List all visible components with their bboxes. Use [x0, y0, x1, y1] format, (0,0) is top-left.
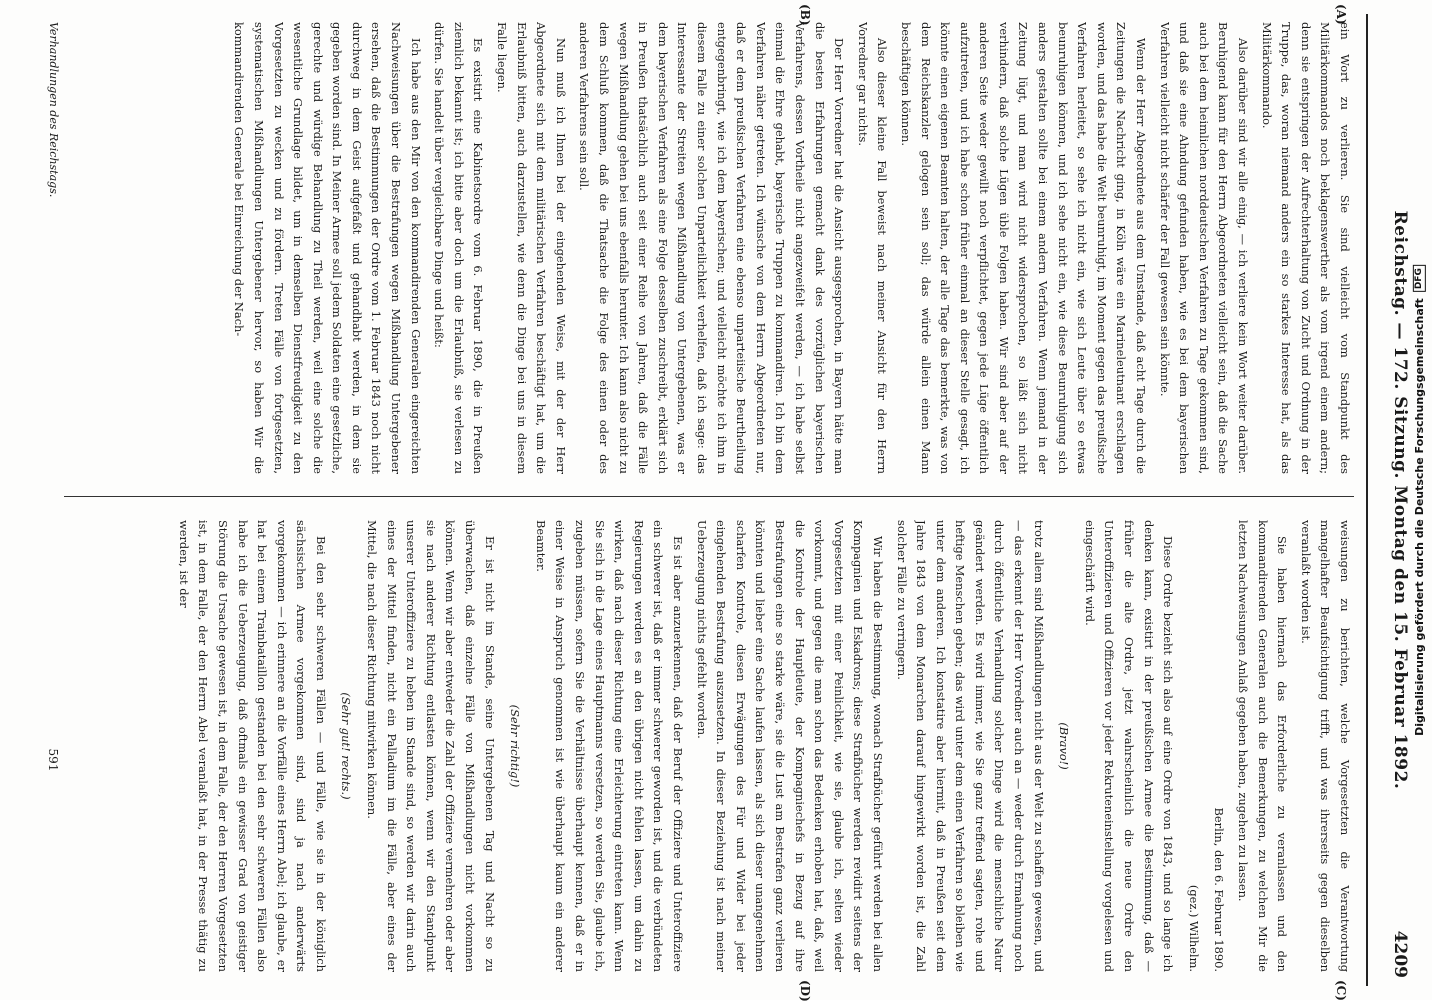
- margin-marker-d: (D): [798, 980, 812, 1002]
- paragraph: Wir haben die Bestimmung, wonach Strafbücher geführt werden bei allen Kompagnien und Eskadrons; diese Strafbücher werden revidirt seitens der Vorgesetzten mit einer Peinlichkeit, wie sie, glaube ich, selten wieder vorkommt, und gegen die man schon das Bedenken erhoben hat, daß, weil die Kontrole der Hauptleute, der Kompagniechefs in Bezug auf ihre Bestrafungen eine so starke wäre, sie die Lust am Bestrafen ganz verlieren könnten und lieber eine Sache laufen lassen, als sich dieser unangenehmen scharfen Kontrole, diesen Erwägungen des Für und Wider bei jeder eingehenden Bestrafung auszusetzen. In dieser Beziehung ist nach meiner Ueberzeugung nichts gefehlt worden.: [694, 520, 885, 972]
- paragraph: Diese Ordre bezieht sich also auf eine Ordre von 1843, und so lange ich denken kann, existirt in der preußischen Armee die Bestimmung, daß — früher die alte Ordre, jetzt wahrscheinlich die neue Ordre den Unteroffizieren und Offizieren vor jeder Rekruteneinstellung vorgelesen und eingeschärft wird.: [1082, 520, 1176, 972]
- paragraph: Er ist nicht im Stande, seine Untergebenen Tag und Nacht so zu überwachen, daß einzelne Fälle von Mißhandlungen nicht vorkommen können. Wenn wir aber entweder die Zahl der Offiziere vermehren oder aber sie nach anderer Richtung entlasten können, wenn wir den Standpunkt unserer Unteroffiziere zu heben im Stande sind, so werden wir darin auch eines der Mittel finden, nicht ein Palladium im die Fälle, aber eines der Mittel, die nach dieser Richtung mitwirken können.: [365, 520, 497, 972]
- ordre-date: Berlin, den 6. Februar 1890.: [1212, 807, 1227, 972]
- column-divider: [64, 496, 1354, 497]
- footer-page-number: 591: [46, 748, 60, 772]
- interjection: (Bravo!): [1057, 722, 1072, 770]
- paragraph: Also dieser kleine Fall beweist nach meiner Ansicht für den Herrn Vorredner gar nichts.: [855, 22, 890, 474]
- paragraph: Also darüber sind wir alle einig, — ich verliere kein Wort weiter darüber. Beruhigend kann für den Herrn Abgeordneten vielleicht sein, daß die Sache auch bei dem heimlichen norddeutschen Verfahren zu Tage gekommen sind, und daß sie eine Ahndung gefunden haben, wie es bei dem bayerischen Verfahren vielleicht nicht schärfer der Fall gewesen sein könnte.: [1157, 22, 1251, 474]
- paragraph: ein Wort zu verlieren. Sie sind vielleicht vom Standpunkt des Militärkommandos noch beklagenswerther als vom irgend einem andern; denn sie entspringen der Aufrechterhaltung von Zucht und Ordnung in der Truppe, das, woran niemand anders ein so starkes Interesse hat, als das Militärkommando.: [1259, 22, 1352, 474]
- paragraph: trotz allem sind Mißhandlungen nicht aus der Welt zu schaffen gewesen, und — das erkennt der Herr Vorredner auch an — weder durch Ermahnung noch durch öffentliche Verhandlung solcher Dinge wird die menschliche Natur geändert werden. Es wird immer, wie Sie ganz treffend sagten, rohe und heftige Menschen geben; das wird unter dem einen Verfahren so bleiben wie unter dem anderen. Ich konstatire aber hiermit, daß in Preußen seit dem Jahre 1843 von dem Monarchen darauf hingewirkt worden ist, die Zahl solcher Fälle zu verringern.: [894, 520, 1046, 972]
- stamp-text: Digitalisierung gefördert durch die Deutsche Forschungsgemeinschaft: [1412, 297, 1426, 736]
- margin-marker-a: (A): [1334, 4, 1348, 25]
- dfg-logo-icon: DFG: [1413, 265, 1426, 292]
- paragraph: Sie haben hiernach das Erforderliche zu veranlassen und den kommandirenden Generalen auch die Bemerkungen, zu welchen Mir die letzten Nachweisungen Anlaß gegeben haben, zugehen zu lassen.: [1236, 520, 1290, 972]
- ordre-signature: (gez.) Wilhelm.: [1186, 884, 1201, 972]
- paragraph: Wenn der Herr Abgeordnete aus dem Umstande, daß acht Tage durch die Zeitungen die Nachricht ging, in Köln wäre ein Marineleutnant erschlagen worden, und das habe die Welt beunruhigt, im Moment gegen das preußische Verfahren herleitet, so sehe ich nicht ein, wie sich Leute über so etwas beunruhigen können, und ich sehe nicht ein, wie diese Beunruhigung sich anders gestalten sollte bei einem andern Verfahren. Wenn jemand in der Zeitung lügt, und man wird nicht widersprochen, so läßt sich nicht verhindern, daß solche Lügen üble Folgen haben. Wir sind aber auf der anderen Seite weder gewillt noch verpflichtet, gegen jede Lüge öffentlich aufzutreten, und ich habe schon früher einmal an dieser Stelle gesagt, ich könnte einen eigenen Beamten halten, der alle Tage das bemerkte, was von dem Reichskanzler gelogen sein soll; das würde allein einen Mann beschäftigen können.: [898, 22, 1149, 474]
- paragraph: Der Herr Vorredner hat die Ansicht ausgesprochen, in Bayern hätte man die besten Erfahrungen gemacht dank des vorzüglichen bayerischen Verfahrens, dessen Vortheile nicht angezweifelt werden, — ich habe selbst einmal die Ehre gehabt, bayerische Truppen zu kommandiren. Ich bin dem Verfahren näher getreten. Ich wünsche von dem Herrn Abgeordneten nur, daß er dem preußischen Verfahren eine ebenso unparteiische Beurtheilung entgegenbringt, wie ich dem bayerischen; und vielleicht möchte ich ihm in diesem Falle zu einer solchen Unparteilichkeit verhelfen, daß ich sage: das Interessante der Streiten wegen Mißhandlung von Untergebenen, was er dem bayerischen Verfahren als eine Folge desselben zuschreibt, erklärt sich in Preußen thatsächlich auch seit einer Reihe von Jahren, daß die Fälle wegen Mißhandlung gehen bei uns ebenfalls herunter. Ich kann also nicht zu dem Schluß kommen, daß die Thatsache die Folge des einen oder des anderen Verfahrens sein soll.: [577, 22, 847, 474]
- paragraph: Es existirt eine Kabinetsordre vom 6. Februar 1890, die in Preußen ziemlich bekannt ist; ich bitte aber doch um die Erlaubniß, sie verlesen zu dürfen. Sie handelt über vergleichbare Dinge und heißt:: [432, 22, 486, 474]
- page-title: Reichstag. — 172. Sitzung. Montag den 15. Februar 1892.: [1390, 210, 1410, 790]
- paragraph: Nun muß ich Ihnen bei der eingehenden Weise, mit der der Herr Abgeordnete sich mit dem militärischen Verfahren beschäftigt hat, um die Erlaubniß bitten, auch darzustellen, wie denn die Dinge bei uns in diesem Falle liegen.: [495, 22, 568, 474]
- right-text-column: [64, 520, 1354, 972]
- footer-source: Verhandlungen des Reichstags.: [47, 22, 60, 198]
- paragraph: Es ist aber anzuerkennen, daß der Beruf der Offiziere und Unteroffiziere ein schwerer ist, daß er immer schwerer geworden ist, und die verbündeten Regierungen werden es an den übrigen nicht fehlen lassen, um dahin zu wirken, daß nach dieser Richtung eine Erleichterung eintreten kann. Wenn Sie sich in die Lage eines Hauptmanns versetzen, so werden Sie, glaube ich, zugeben müssen, sofern Sie die Verhältnisse überhaupt kennen, daß er in einer Weise in Anspruch genommen ist wie überhaupt kaum ein anderer Beamter.: [533, 520, 685, 972]
- paragraph: Bei den sehr schweren Fällen — und Fälle, wie sie in der königlich sächsischen Armee vorgekommen sind, sind ja nach anderwärts vorgekommen — ich erinnere an die Vorfälle eines Herrn Abel; ich glaube, er hat bei einem Trainbataillon gestanden bei den sehr schweren Fällen also habe ich die Ueberzeugung, daß oftmals ein gewisser Grad von geistiger Störung die Ursache gewesen ist, in dem Falle, der den Herren Vorgesetzten ist, in dem Falle, der den Herrn Abel veranlaßt hat, in der Presse thätig zu werden, ist der: [176, 520, 328, 972]
- paragraph: weisungen zu berichten, welche Vorgesetzten die Verantwortung mangelhafter Beaufsichtigung trifft, und was ihrerseits gegen dieselben veranlaßt worden ist.: [1298, 520, 1352, 972]
- page-number: 4209: [1390, 930, 1410, 978]
- header-rule: [1366, 14, 1368, 986]
- interjection: (Sehr gut! rechts.): [339, 692, 354, 800]
- interjection: (Sehr richtig!): [508, 704, 523, 788]
- left-text-column: [64, 22, 1354, 474]
- margin-marker-c: (C): [1334, 980, 1348, 1001]
- digitization-stamp: [1406, 0, 1432, 1000]
- paragraph: Ich habe aus den Mir von den kommandirenden Generalen eingereichten Nachweisungen über die Bestrafungen wegen Mißhandlung Untergebener ersehen, daß die Bestimmungen der Ordre vom 1. Februar 1843 noch nicht durchweg in dem Geist aufgefaßt und gehandhabt werden, in dem sie gegeben worden sind. In Meiner Armee soll jedem Soldaten eine gesetzliche, gerechte und würdige Behandlung zu Theil werden, weil eine solche die wesentliche Grundlage bildet, um in demselben Dienstfreudigkeit zu den Vorgesetzten zu wecken und zu fördern. Treten Fälle von fortgesetzten, systematischen Mißhandlungen Untergebener hervor, so haben Wir die kommandirenden Generale bei Einreichung der Nach-: [232, 22, 423, 474]
- margin-marker-b: (B): [798, 4, 812, 26]
